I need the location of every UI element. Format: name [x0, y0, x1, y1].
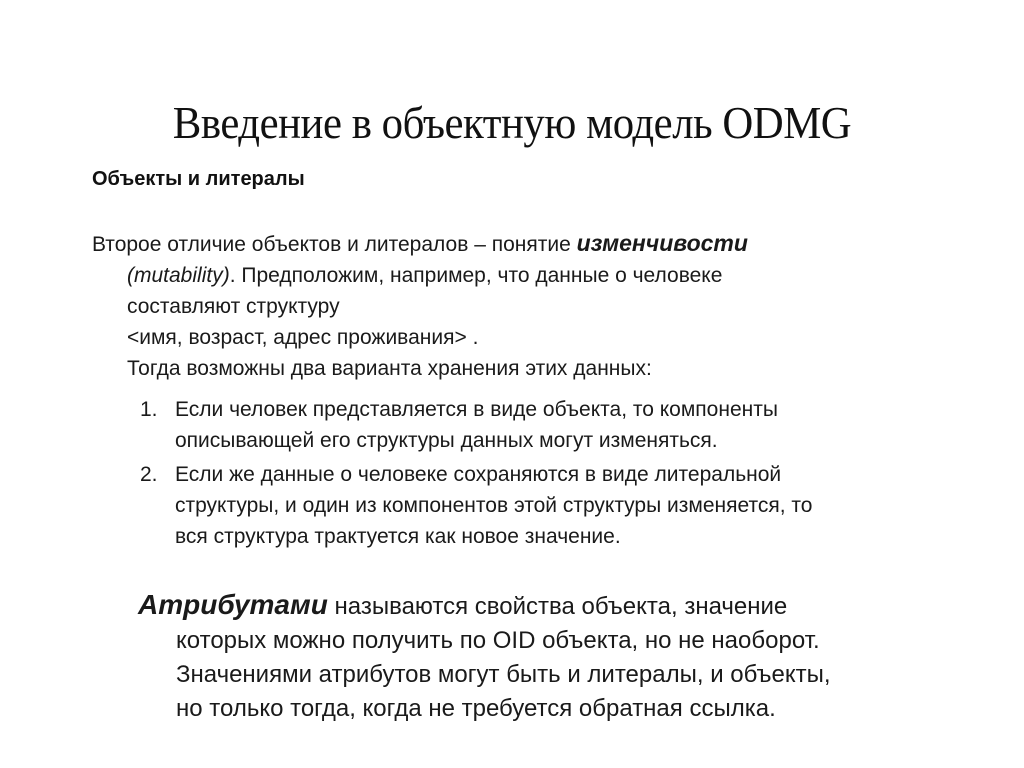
list-number: 1.: [140, 398, 158, 421]
intro-text: Второе отличие объектов и литералов – понятие: [92, 233, 577, 256]
slide-subtitle: Объекты и литералы: [92, 168, 305, 190]
list-item-line: структуры, и один из компонентов этой структуры изменяется, то: [175, 494, 813, 517]
list-item-line: описывающей его структуры данных могут изменяться.: [175, 429, 718, 452]
numbered-list: [140, 394, 960, 555]
attributes-paragraph: [138, 588, 988, 726]
attributes-term: Атрибутами: [138, 589, 328, 620]
attributes-text: называются свойства объекта, значение: [327, 593, 788, 620]
list-item: [140, 394, 960, 456]
list-item-line: вся структура трактуется как новое значение.: [175, 525, 621, 548]
list-item-line: Если человек представляется в виде объекта, то компоненты: [175, 398, 778, 421]
intro-line-1: [92, 228, 942, 260]
attributes-line-1: [138, 588, 988, 624]
slide-title: Введение в объектную модель ODMG: [172, 97, 852, 148]
intro-line-5: Тогда возможны два варианта хранения этих данных:: [127, 357, 652, 380]
mutability-english: (mutability): [127, 264, 230, 287]
intro-line-4: <имя, возраст, адрес проживания> .: [127, 326, 479, 349]
list-item: [140, 459, 960, 552]
mutability-term: изменчивости: [576, 230, 748, 256]
list-item-line: Если же данные о человеке сохраняются в виде литеральной: [175, 463, 782, 486]
attributes-line-2: которых можно получить по OID объекта, но не наоборот.: [176, 627, 820, 654]
attributes-line-3: Значениями атрибутов могут быть и литералы, и объекты,: [176, 661, 831, 688]
attributes-line-4: но только тогда, когда не требуется обратная ссылка.: [176, 695, 776, 722]
intro-text: . Предположим, например, что данные о человеке: [229, 264, 723, 287]
intro-line-3: составляют структуру: [127, 295, 340, 318]
intro-line-2: [92, 260, 942, 291]
intro-paragraph: [92, 228, 942, 384]
list-number: 2.: [140, 463, 158, 486]
